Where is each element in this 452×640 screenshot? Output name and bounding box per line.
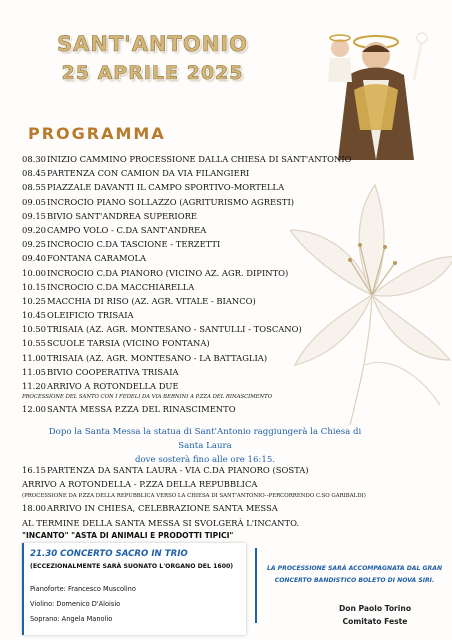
schedule-row: 11.20ARRIVO A ROTONDELLA DUE bbox=[22, 381, 179, 391]
schedule-row: 09.05INCROCIO PIANO SOLLAZZO (AGRITURISMO AGRESTI) bbox=[22, 196, 295, 207]
schedule-row: 10.45OLEIFICIO TRISAIA bbox=[22, 310, 134, 321]
saint-statue-image bbox=[318, 20, 436, 160]
mass-row: 12.00SANTA MESSA P.ZZA DEL RINASCIMENTO bbox=[22, 404, 236, 415]
performer: Pianoforte: Francesco Muscolino bbox=[30, 585, 136, 593]
programma-heading: PROGRAMMA bbox=[28, 124, 166, 143]
concert-title: 21.30 CONCERTO SACRO IN TRIO bbox=[30, 549, 188, 559]
event-date: 25 APRILE 2025 bbox=[61, 62, 244, 84]
schedule-row: 08.45PARTENZA CON CAMION DA VIA FILANGIERI bbox=[22, 168, 250, 179]
schedule-row: 08.55PIAZZALE DAVANTI IL CAMPO SPORTIVO-MORTELLA bbox=[22, 182, 285, 193]
procession-note: PROCESSIONE DEL SANTO CON I FEDELI DA VIA BERNINI A P.ZZA DEL RINASCIMENTO bbox=[22, 394, 273, 401]
schedule-row: 10.55SCUOLE TARSIA (VICINO FONTANA) bbox=[22, 338, 210, 349]
incanto-line: "INCANTO" "ASTA DI ANIMALI E PRODOTTI TIPICI" bbox=[22, 531, 234, 540]
schedule-row: 09.40FONTANA CARAMOLA bbox=[22, 253, 147, 264]
concert-box bbox=[22, 543, 246, 635]
morning-schedule bbox=[22, 152, 382, 416]
signature-committee: Comitato Feste bbox=[342, 617, 408, 626]
band-line: LA PROCESSIONE SARÀ ACCOMPAGNATA DAL GRAN bbox=[266, 565, 443, 572]
schedule-row: 09.25INCROCIO C.DA TASCIONE - TERZETTI bbox=[22, 239, 221, 250]
performer: Violino: Domenico D'Aloisio bbox=[30, 600, 121, 608]
band-line: CONCERTO BANDISTICO BOLETO DI NOVA SIRI. bbox=[274, 577, 435, 584]
schedule-row: 11.00TRISAIA (AZ. AGR. MONTESANO - LA BATTAGLIA) bbox=[22, 352, 268, 363]
schedule-row: 10.00INCROCIO C.DA PIANORO (VICINO AZ. AGR. DIPINTO) bbox=[22, 267, 289, 278]
schedule-row: 09.20CAMPO VOLO - C.DA SANT'ANDREA bbox=[22, 224, 207, 235]
signature-priest: Don Paolo Torino bbox=[338, 604, 412, 613]
event-title: SANT'ANTONIO bbox=[57, 32, 248, 56]
schedule-row: 09.15BIVIO SANT'ANDREA SUPERIORE bbox=[22, 210, 198, 221]
notice-line: Dopo la Santa Messa la statua di Sant'Antonio raggiungerà la Chiesa di Santa Laura bbox=[48, 427, 362, 451]
schedule-row: 16.15PARTENZA DA SANTA LAURA - VIA C.DA PIANORO (SOSTA) bbox=[22, 465, 309, 475]
notice-line: dove sosterà fino alle ore 16:15. bbox=[134, 455, 276, 465]
concert-subtitle: (ECCEZIONALMENTE SARÀ SUONATO L'ORGANO DEL 1600) bbox=[30, 563, 234, 570]
schedule-row: 10.15INCROCIO C.DA MACCHIARELLA bbox=[22, 281, 195, 292]
afternoon-schedule bbox=[22, 463, 422, 530]
divider bbox=[255, 548, 257, 623]
schedule-row: 10.50TRISAIA (AZ. AGR. MONTESANO - SANTULLI - TOSCANO) bbox=[22, 324, 302, 335]
schedule-row: 18.00ARRIVO IN CHIESA, CELEBRAZIONE SANTA MESSA bbox=[22, 503, 278, 514]
band-announcement bbox=[262, 563, 447, 587]
schedule-row: 10.25MACCHIA DI RISO (AZ. AGR. VITALE - BIANCO) bbox=[22, 295, 256, 306]
schedule-row: ARRIVO A ROTONDELLA - P.ZZA DELLA REPUBBLICA bbox=[22, 479, 258, 490]
schedule-row: AL TERMINE DELLA SANTA MESSA SI SVOLGERÀ L'INCANTO. bbox=[22, 517, 300, 528]
performer: Soprano: Angela Manolio bbox=[30, 615, 113, 623]
schedule-row: 11.05BIVIO COOPERATIVA TRISAIA bbox=[22, 366, 179, 377]
afternoon-note: (PROCESSIONE DA P.ZZA DELLA REPUBBLICA VERSO LA CHIESA DI SANT'ANTONIO--PERCORRENDO C.SO GARIBALDI) bbox=[22, 493, 366, 500]
statue-notice bbox=[40, 425, 370, 467]
schedule-row: 08.30INIZIO CAMMINO PROCESSIONE DALLA CHIESA DI SANT'ANTONIO bbox=[22, 154, 352, 164]
